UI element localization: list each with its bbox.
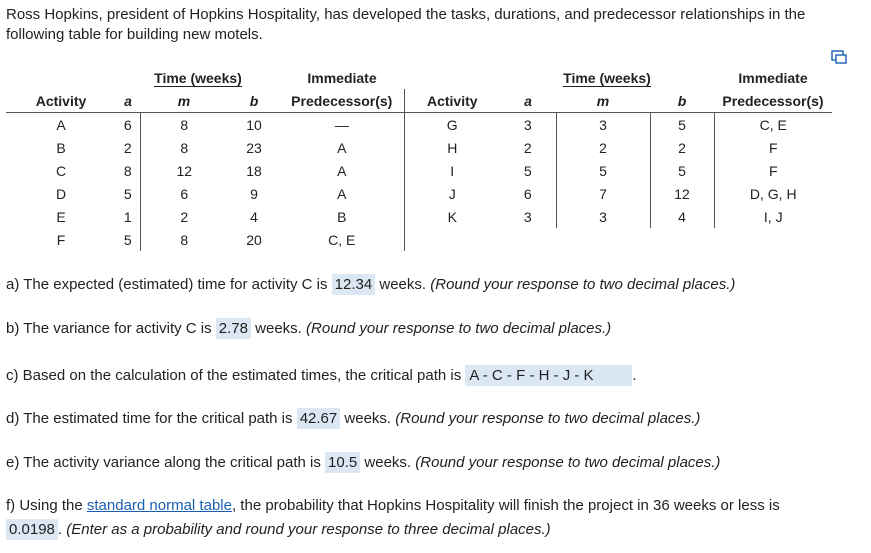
m-cell: 5 — [556, 159, 650, 182]
question-e — [6, 454, 720, 471]
a-cell: 3 — [500, 113, 556, 137]
m-cell: 8 — [180, 231, 189, 248]
question-b-text: b) The variance for activity C is — [6, 320, 216, 337]
a-cell: 2 — [500, 136, 556, 159]
m-header: m — [140, 89, 228, 113]
question-a-note: (Round your response to two decimal places.) — [430, 276, 736, 293]
question-f-mid: , the probability that Hopkins Hospitality will finish the project in 36 weeks or less is — [231, 497, 780, 514]
answer-d-field[interactable]: 42.67 — [297, 408, 341, 429]
a-cell: 6 — [500, 182, 556, 205]
question-d-text: d) The estimated time for the critical path is — [6, 410, 297, 427]
question-f-note: (Enter as a probability and round your response to three decimal places.) — [66, 521, 551, 538]
activity-cell: G — [446, 116, 458, 133]
answer-c-field[interactable]: A - C - F - H - J - K — [465, 365, 632, 386]
b-cell: 5 — [650, 159, 714, 182]
b-cell: 18 — [246, 162, 262, 179]
b-cell: 12 — [650, 182, 714, 205]
pred-cell: F — [768, 139, 778, 156]
table-row — [6, 136, 832, 159]
question-e-text: e) The activity variance along the critical path is — [6, 454, 326, 471]
activity-cell: D — [55, 185, 67, 202]
pred-cell: A — [280, 159, 404, 182]
question-f-suffix: . — [57, 521, 67, 538]
activity-header: Activity — [404, 89, 500, 113]
pred-cell: B — [280, 205, 404, 228]
pred-cell: — — [280, 113, 404, 137]
m-cell: 3 — [556, 113, 650, 137]
question-f — [6, 494, 856, 542]
question-d-suffix: weeks. — [340, 410, 396, 427]
table-row — [6, 159, 832, 182]
b-cell: 10 — [246, 116, 262, 133]
question-f-text: f) Using the — [6, 497, 87, 514]
pred-cell: C, E — [280, 228, 404, 251]
a-cell: 8 — [116, 159, 140, 182]
answer-b-field[interactable]: 2.78 — [216, 318, 251, 339]
standard-normal-table-link[interactable]: standard normal table — [86, 497, 232, 514]
m-cell: 2 — [180, 208, 189, 225]
question-a-suffix: weeks. — [375, 276, 431, 293]
pred-header: Predecessor(s) — [280, 89, 404, 113]
activity-cell: H — [447, 139, 458, 156]
pred-header: Predecessor(s) — [714, 89, 832, 113]
b-header: b — [650, 89, 714, 113]
question-d-note: (Round your response to two decimal places.) — [395, 410, 701, 427]
table-row — [6, 113, 832, 137]
activity-cell: K — [447, 208, 457, 225]
table-row — [6, 182, 832, 205]
copy-table-icon[interactable] — [831, 50, 847, 64]
question-b-note: (Round your response to two decimal places.) — [306, 320, 612, 337]
b-header: b — [228, 89, 280, 113]
m-header: m — [556, 89, 650, 113]
time-group-header: Time (weeks) — [563, 69, 651, 86]
m-cell: 7 — [556, 182, 650, 205]
m-cell: 12 — [176, 162, 193, 179]
a-cell: 6 — [116, 113, 140, 137]
activity-cell: B — [56, 139, 66, 156]
a-cell: 3 — [500, 205, 556, 228]
answer-a-field[interactable]: 12.34 — [332, 274, 376, 295]
problem-statement: Ross Hopkins, president of Hopkins Hospitality, has developed the tasks, durations, and predecessor relationships in the following table for building new motels. — [6, 6, 806, 43]
activity-cell: A — [56, 116, 66, 133]
question-a-text: a) The expected (estimated) time for activity C is — [6, 276, 332, 293]
table-row — [6, 205, 832, 228]
b-cell: 20 — [246, 231, 262, 248]
question-d — [6, 410, 700, 427]
question-b — [6, 320, 611, 337]
table-row — [6, 228, 832, 251]
activity-cell: E — [56, 208, 66, 225]
question-c-text: c) Based on the calculation of the estimated times, the critical path is — [6, 367, 466, 384]
pred-cell: C, E — [759, 116, 787, 133]
pred-cell: I, J — [763, 208, 783, 225]
question-c — [6, 365, 637, 386]
a-header: a — [500, 89, 556, 113]
b-cell: 4 — [250, 208, 258, 225]
a-cell: 5 — [500, 159, 556, 182]
question-a — [6, 276, 735, 293]
m-cell: 2 — [556, 136, 650, 159]
answer-e-field[interactable]: 10.5 — [325, 452, 360, 473]
question-e-note: (Round your response to two decimal places.) — [415, 454, 721, 471]
question-e-suffix: weeks. — [360, 454, 416, 471]
pred-group-header: Immediate — [307, 69, 377, 86]
activity-cell: C — [55, 162, 67, 179]
pred-cell: A — [280, 182, 404, 205]
m-cell: 8 — [180, 139, 189, 156]
activity-header: Activity — [6, 89, 116, 113]
question-b-suffix: weeks. — [251, 320, 307, 337]
time-group-header: Time (weeks) — [154, 69, 242, 86]
b-cell: 4 — [650, 205, 714, 228]
pred-cell: F — [768, 162, 778, 179]
pred-group-header: Immediate — [738, 69, 808, 86]
b-cell: 23 — [246, 139, 262, 156]
a-header: a — [116, 89, 140, 113]
question-c-suffix: . — [632, 367, 637, 384]
a-cell: 2 — [116, 136, 140, 159]
activity-table — [6, 66, 832, 251]
m-cell: 6 — [180, 185, 189, 202]
b-cell: 2 — [650, 136, 714, 159]
answer-f-field[interactable]: 0.0198 — [6, 519, 58, 540]
activity-cell: I — [450, 162, 455, 179]
activity-cell: F — [56, 231, 66, 248]
m-cell: 8 — [180, 116, 189, 133]
a-cell: 5 — [116, 228, 140, 251]
pred-cell: D, G, H — [749, 185, 797, 202]
b-cell: 9 — [250, 185, 258, 202]
a-cell: 5 — [116, 182, 140, 205]
pred-cell: A — [280, 136, 404, 159]
m-cell: 3 — [556, 205, 650, 228]
a-cell: 1 — [116, 205, 140, 228]
activity-cell: J — [448, 185, 456, 202]
b-cell: 5 — [650, 113, 714, 137]
